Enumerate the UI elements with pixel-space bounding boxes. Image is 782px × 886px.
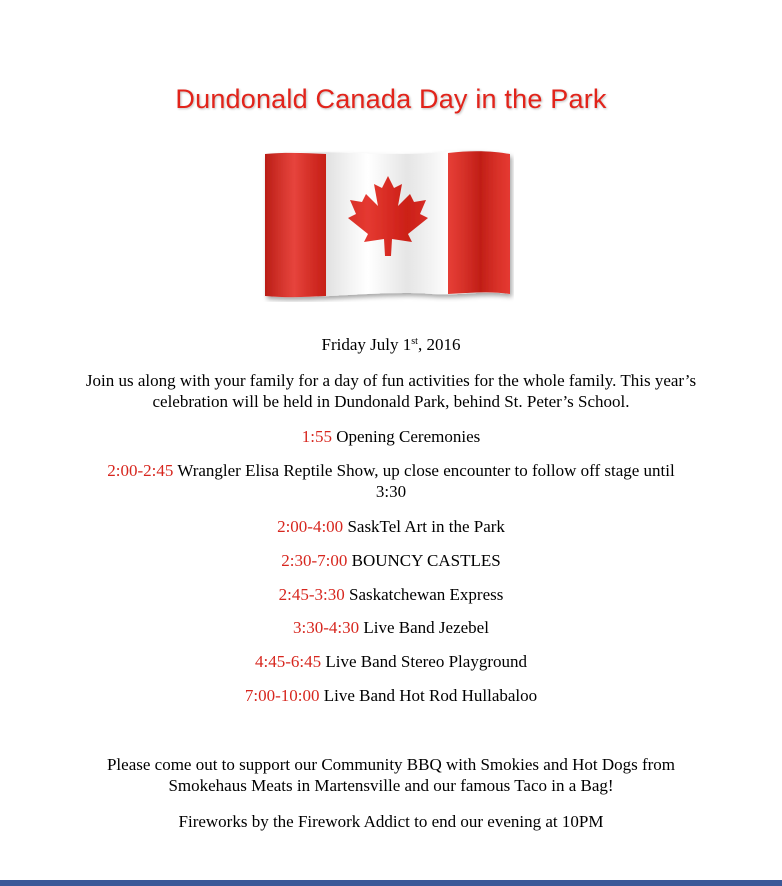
date-year: , 2016 — [417, 335, 461, 354]
schedule-event: Wrangler Elisa Reptile Show, up close encounter to follow off stage until 3:30 — [177, 461, 675, 501]
bottom-border — [0, 880, 782, 886]
schedule-item — [60, 584, 722, 605]
schedule-event: SaskTel Art in the Park — [347, 517, 505, 536]
schedule-event: Live Band Stereo Playground — [325, 652, 527, 671]
schedule-item — [60, 651, 722, 672]
schedule-time: 2:30-7:00 — [281, 551, 348, 570]
schedule-item — [60, 617, 722, 638]
schedule-item — [60, 516, 722, 537]
schedule-item — [92, 460, 690, 502]
schedule-item — [60, 550, 722, 571]
schedule-event: Opening Ceremonies — [336, 427, 481, 446]
schedule-time: 2:00-4:00 — [277, 517, 344, 536]
schedule-event: Live Band Jezebel — [363, 618, 489, 637]
schedule-item — [60, 685, 722, 706]
canada-flag-icon — [262, 148, 514, 302]
date-main: Friday July 1 — [321, 335, 412, 354]
date-suffix: st — [411, 336, 418, 347]
schedule-event: BOUNCY CASTLES — [351, 551, 501, 570]
schedule-time: 4:45-6:45 — [255, 652, 322, 671]
event-date — [60, 334, 722, 355]
bbq-paragraph: Please come out to support our Community BBQ with Smokies and Hot Dogs from Smokehaus Meats in Martensville and our famous Taco in a Bag! — [106, 755, 676, 795]
intro-paragraph: Join us along with your family for a day of fun activities for the whole family. This year’s celebration will be held in Dundonald Park, behind St. Peter’s School. — [85, 371, 697, 411]
schedule-event: Live Band Hot Rod Hullabaloo — [323, 686, 538, 705]
flyer-title: Dundonald Canada Day in the Park — [175, 84, 607, 114]
schedule-item — [60, 426, 722, 447]
schedule-time: 2:45-3:30 — [278, 585, 345, 604]
schedule-time: 2:00-2:45 — [107, 461, 174, 480]
schedule-time: 1:55 — [301, 427, 332, 446]
schedule-event: Saskatchewan Express — [348, 585, 504, 604]
schedule-time: 3:30-4:30 — [293, 618, 360, 637]
schedule-time: 7:00-10:00 — [244, 686, 320, 705]
fireworks-paragraph: Fireworks by the Firework Addict to end our evening at 10PM — [178, 812, 604, 831]
